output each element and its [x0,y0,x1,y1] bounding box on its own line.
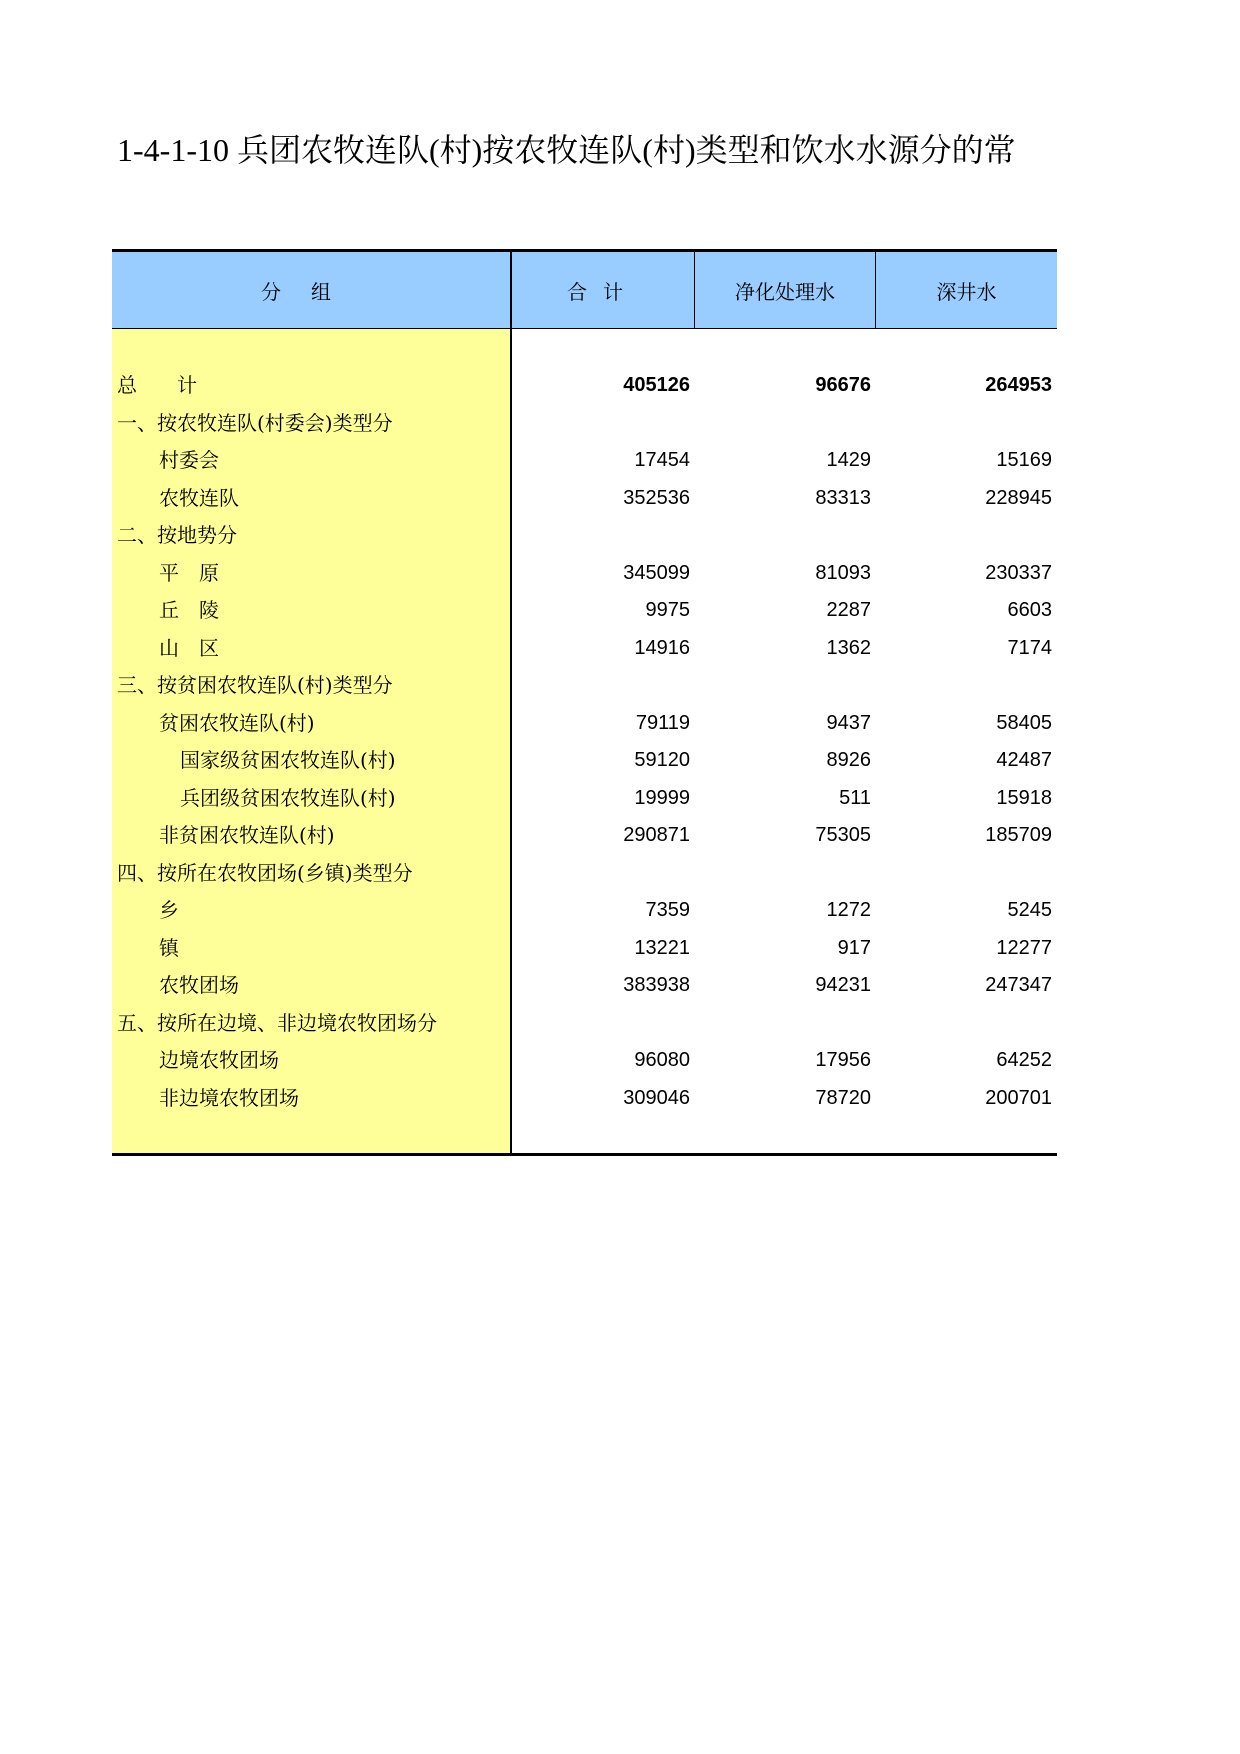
row-label: 五、按所在边境、非边境农牧团场分 [117,1010,437,1035]
row-label: 丘陵 [159,598,239,622]
table-row [112,592,1057,630]
cell-purified: 1429 [826,449,871,471]
table-body [112,367,1057,1117]
cell-purified: 1272 [826,899,871,921]
row-label: 平原 [159,560,239,585]
cell-deepwell: 185709 [985,824,1052,846]
table-bottom-border [112,1153,1057,1156]
table-row [112,1005,1057,1043]
row-label: 国家级贫困农牧连队(村) [180,748,396,772]
cell-total: 7359 [645,899,690,921]
row-label: 乡 [159,898,179,922]
cell-purified: 8926 [826,749,871,771]
cell-deepwell: 42487 [996,749,1052,771]
row-label: 村委会 [159,448,219,472]
cell-total: 290871 [623,824,690,846]
row-label: 兵团级贫困农牧连队(村) [180,785,396,810]
table-row [112,817,1057,855]
table-header [112,252,1057,329]
row-label: 四、按所在农牧团场(乡镇)类型分 [117,860,413,885]
page-title: 1-4-1-10 兵团农牧连队(村)按农牧连队(村)类型和饮水水源分的常 [117,132,1016,168]
cell-deepwell: 6603 [1007,599,1052,621]
row-label: 农牧团场 [159,973,239,997]
cell-deepwell: 15918 [996,786,1052,809]
table-row [112,855,1057,893]
row-label: 一、按农牧连队(村委会)类型分 [117,410,393,435]
table-row [112,442,1057,480]
cell-total: 17454 [634,449,690,471]
table-row [112,1080,1057,1118]
row-label: 总计 [117,373,237,397]
cell-total: 9975 [645,599,690,621]
cell-deepwell: 58405 [996,711,1052,734]
table-row [112,967,1057,1005]
header-total: 合计 [512,252,695,328]
cell-deepwell: 15169 [996,449,1052,471]
header-purified-water: 净化处理水 [695,252,876,328]
cell-total: 19999 [634,786,690,809]
cell-total: 405126 [623,374,690,396]
cell-total: 352536 [623,486,690,509]
table-row [112,930,1057,968]
table-row [112,705,1057,743]
row-label: 二、按地势分 [117,523,237,547]
row-label: 非贫困农牧连队(村) [159,823,335,847]
cell-deepwell: 7174 [1007,636,1052,659]
cell-total: 13221 [634,936,690,959]
cell-deepwell: 264953 [985,374,1052,396]
cell-deepwell: 230337 [985,561,1052,584]
cell-total: 79119 [635,711,690,734]
row-label: 山区 [159,635,239,660]
cell-purified: 78720 [815,1086,871,1109]
cell-deepwell: 247347 [985,974,1052,996]
table-row [112,1042,1057,1080]
cell-purified: 96676 [815,374,871,396]
cell-deepwell: 64252 [996,1049,1052,1071]
data-table [112,249,1057,1155]
header-group: 分组 [112,252,512,328]
cell-purified: 9437 [826,711,871,734]
cell-purified: 17956 [815,1049,871,1071]
cell-total: 345099 [623,561,690,584]
cell-purified: 83313 [815,486,871,509]
cell-deepwell: 5245 [1007,899,1052,921]
row-label: 三、按贫困农牧连队(村)类型分 [117,673,393,697]
cell-total: 309046 [623,1086,690,1109]
cell-purified: 1362 [826,636,871,659]
table-row [112,630,1057,668]
cell-deepwell: 12277 [996,936,1052,959]
cell-total: 59120 [634,749,690,771]
cell-purified: 2287 [826,599,871,621]
cell-purified: 75305 [815,824,871,846]
cell-total: 96080 [634,1049,690,1071]
row-label: 非边境农牧团场 [159,1085,299,1110]
cell-deepwell: 228945 [985,486,1052,509]
cell-purified: 94231 [815,974,871,996]
table-row [112,742,1057,780]
table-row [112,892,1057,930]
table-row [112,667,1057,705]
table-row [112,517,1057,555]
cell-total: 383938 [623,974,690,996]
table-row [112,480,1057,518]
row-label: 边境农牧团场 [159,1048,279,1072]
header-deep-well-water: 深井水 [936,279,997,304]
row-label: 农牧连队 [159,485,239,510]
table-row [112,555,1057,593]
row-label: 贫困农牧连队(村) [159,710,315,735]
cell-purified: 917 [837,936,871,959]
cell-purified: 81093 [815,561,871,584]
table-row [112,405,1057,443]
table-row [112,780,1057,818]
cell-purified: 511 [839,786,871,809]
cell-total: 14916 [634,636,690,659]
row-label: 镇 [159,935,179,960]
table-row [112,367,1057,405]
cell-deepwell: 200701 [985,1086,1052,1109]
